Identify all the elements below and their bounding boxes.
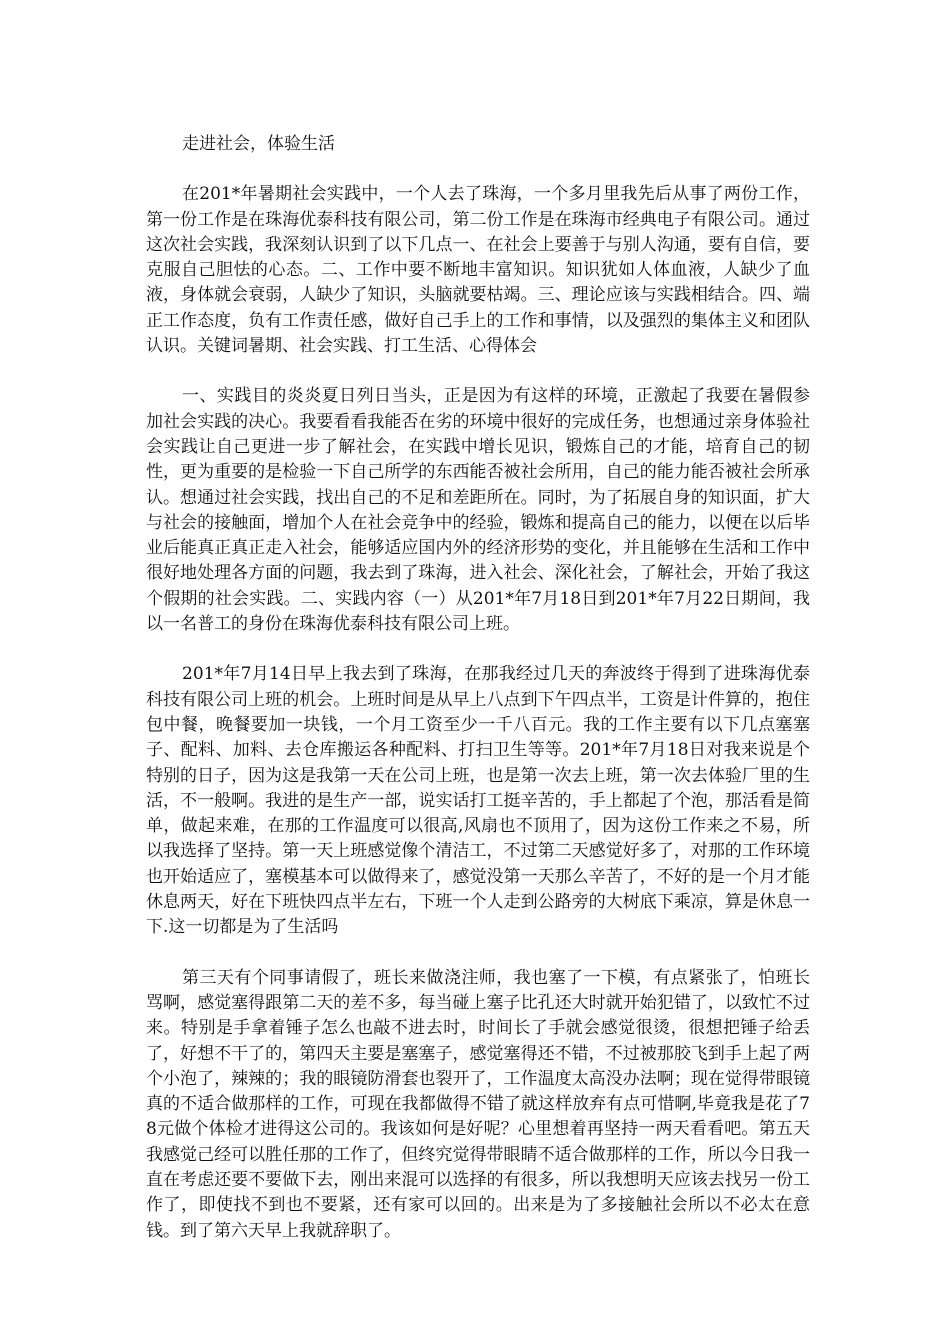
paragraph-third-day: 第三天有个同事请假了，班长来做浇注师，我也塞了一下模，有点紧张了，怕班长骂啊，感觉塞得跟第二天的差不多，每当碰上塞子比孔还大时就开始犯错了，以致忙不过来。特别是手拿着锤子怎么也敲不进去时，时间长了手就会感觉很烫，很想把锤子给丢了，好想不干了的，第四天主要是塞塞子，感觉塞得还不错，不过被那胶飞到手上起了两个小泡了，辣辣的；我的眼镜防滑套也裂开了，工作温度太高没办法啊；现在觉得带眼镜真的不适合做那样的工作，可现在我都做得不错了就这样放弃有点可惜啊,毕竟我是花了78元做个体检才进得这公司的。我该如何是好呢？心里想着再坚持一两天看看吧。第五天我感觉己经可以胜任那的工作了，但终究觉得带眼睛不适合做那样的工作，所以今日我一直在考虑还要不要做下去，刚出来混可以选择的有很多，所以我想明天应该去找另一份工作了，即使找不到也不要紧，还有家可以回的。出来是为了多接触社会所以不必太在意钱。到了第六天早上我就辞职了。 <box>146 967 810 1241</box>
paragraph-first-job: 201*年7月14日早上我去到了珠海，在那我经过几天的奔波终于得到了进珠海优泰科技有限公司上班的机会。上班时间是从早上八点到下午四点半，工资是计件算的，抱住包中餐，晚餐要加一块钱，一个月工资至少一千八百元。我的工作主要有以下几点塞塞子、配料、加料、去仓库搬运各种配料、打扫卫生等等。201*年7月18日对我来说是个特别的日子，因为这是我第一天在公司上班，也是第一次去上班，第一次去体验厂里的生活，不一般啊。我进的是生产一部，说实话打工挺辛苦的，手上都起了个泡，那活看是简单，做起来难，在那的工作温度可以很高,风扇也不顶用了，因为这份工作来之不易，所以我选择了坚持。第一天上班感觉像个清洁工，不过第二天感觉好多了，对那的工作环境也开始适应了，塞模基本可以做得来了，感觉没第一天那么辛苦了，不好的是一个月才能休息两天，好在下班快四点半左右，下班一个人走到公路旁的大树底下乘凉，算是休息一下.这一切都是为了生活吗 <box>146 664 810 938</box>
paragraph-purpose: 一、实践目的炎炎夏日列日当头，正是因为有这样的环境，正激起了我要在暑假参加社会实践的决心。我要看看我能否在劣的环境中很好的完成任务，也想通过亲身体验社会实践让自己更进一步了解社会，在实践中增长见识，锻炼自己的才能，培育自己的韧性，更为重要的是检验一下自己所学的东西能否被社会所用，自己的能力能否被社会所承认。想通过社会实践，找出自己的不足和差距所在。同时，为了拓展自身的知识面，扩大与社会的接触面，增加个人在社会竞争中的经验，锻炼和提高自己的能力，以便在以后毕业后能真正真正走入社会，能够适应国内外的经济形势的变化，并且能够在生活和工作中很好地处理各方面的问题，我去到了珠海，进入社会、深化社会，了解社会，开始了我这个假期的社会实践。二、实践内容（一）从201*年7月18日到201*年7月22日期间，我以一名普工的身份在珠海优泰科技有限公司上班。 <box>146 386 810 635</box>
document-title: 走进社会，体验生活 <box>182 134 335 154</box>
document-body <box>146 132 810 1269</box>
paragraph-abstract: 在201*年暑期社会实践中，一个人去了珠海，一个多月里我先后从事了两份工作，第一份工作是在珠海优泰科技有限公司，第二份工作是在珠海市经典电子有限公司。通过这次社会实践，我深刻认识到了以下几点一、在社会上要善于与别人沟通，要有自信，要克服自己胆怯的心态。二、工作中要不断地丰富知识。知识犹如人体血液，人缺少了血液，身体就会衰弱，人缺少了知识，头脑就要枯竭。三、理论应该与实践相结合。四、端正工作态度，负有工作责任感，做好自己手上的工作和事情，以及强烈的集体主义和团队认识。关键词暑期、社会实践、打工生活、心得体会 <box>146 184 810 357</box>
